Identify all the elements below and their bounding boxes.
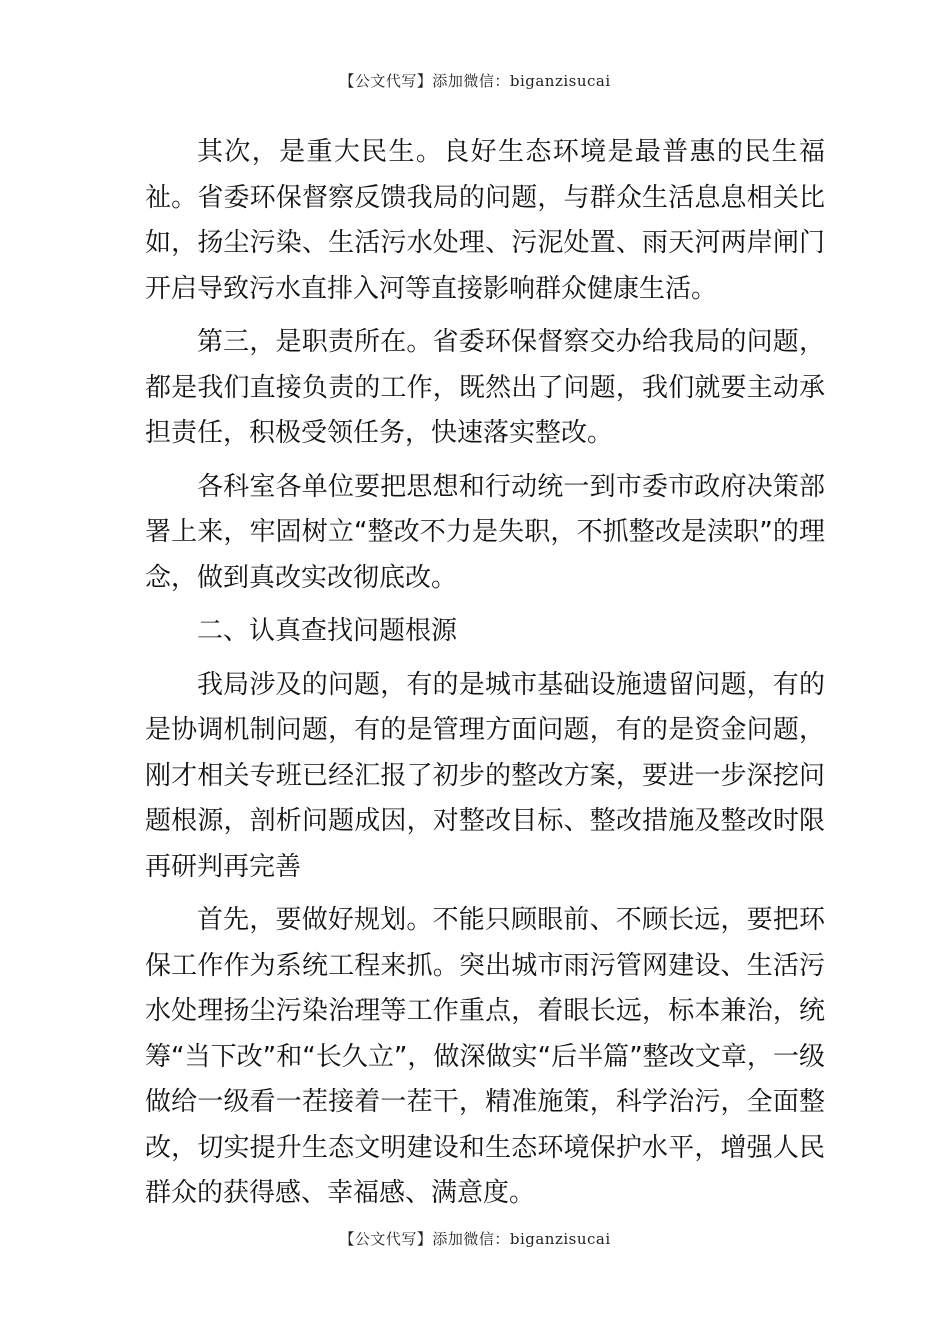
paragraph-4: 我局涉及的问题，有的是城市基础设施遗留问题，有的是协调机制问题，有的是管理方面问题，有的是资金问题，刚才相关专班已经汇报了初步的整改方案，要进一步深挖问题根源，剖析问题成因，对整改目标、整改措施及整改时限再研判再完善 <box>145 669 825 882</box>
paragraph-2: 第三，是职责所在。省委环保督察交办给我局的问题，都是我们直接负责的工作，既然出了问题，我们就要主动承担责任，积极受领任务，快速落实整改。 <box>145 327 825 448</box>
section-heading: 二、认真查找问题根源 <box>197 616 458 646</box>
document-body <box>145 130 825 1225</box>
paragraph-3: 各科室各单位要把思想和行动统一到市委市政府决策部署上来，牢固树立“整改不力是失职，不抓整改是渎职”的理念，做到真改实改彻底改。 <box>145 471 825 593</box>
page-header: 【公文代写】添加微信：biganzisucai <box>339 72 611 90</box>
paragraph-1: 其次，是重大民生。良好生态环境是最普惠的民生福祉。省委环保督察反馈我局的问题，与群众生活息息相关比如，扬尘污染、生活污水处理、污泥处置、雨天河两岸闸门开启导致污水直排入河等直接影响群众健康生活。 <box>145 137 825 304</box>
page-footer: 【公文代写】添加微信：biganzisucai <box>339 1230 611 1248</box>
paragraph-5: 首先，要做好规划。不能只顾眼前、不顾长远，要把环保工作作为系统工程来抓。突出城市雨污管网建设、生活污水处理扬尘污染治理等工作重点，着眼长远，标本兼治，统筹“当下改”和“长久立”，做深做实“后半篇”整改文章，一级做给一级看一茬接着一茬干，精准施策，科学治污，全面整改，切实提升生态文明建设和生态环境保护水平，增强人民群众的获得感、幸福感、满意度。 <box>145 905 825 1208</box>
